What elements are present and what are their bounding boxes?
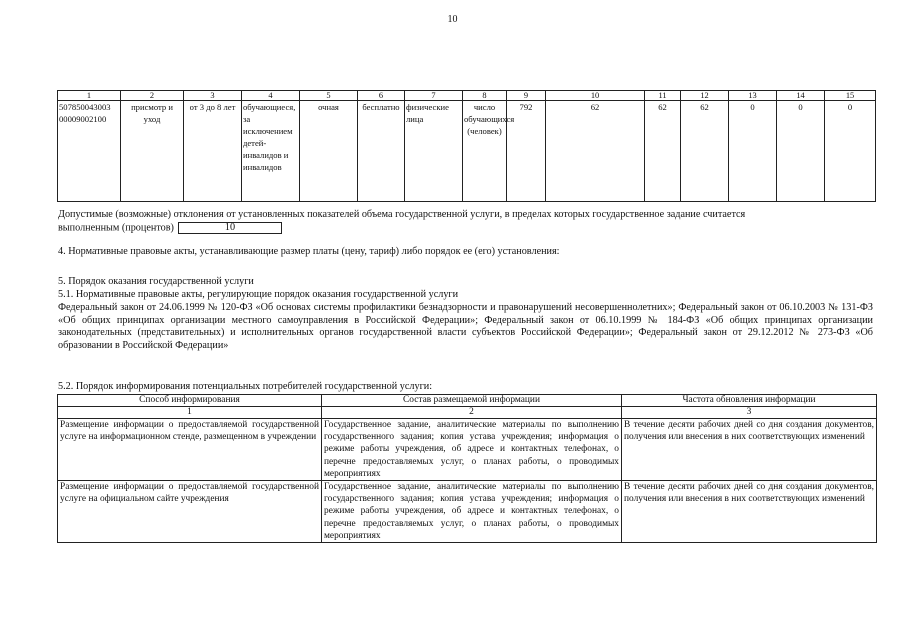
table-row [58, 419, 877, 481]
frequency-cell: В течение десяти рабочих дней со дня создания документов, получения или внесения в них соответствующих изменений [622, 419, 877, 481]
column-number: 9 [507, 91, 546, 101]
unit-code-cell: 792 [507, 101, 546, 202]
payment-cell: бесплатно [358, 101, 405, 202]
form-cell: очная [300, 101, 358, 202]
section-5-1-title: 5.1. Нормативные правовые акты, регулирующие порядок оказания государственной услуги [58, 289, 459, 300]
content-cell: Государственное задание, аналитические материалы по выполнению государственного задания; копия устава учреждения; информация о режиме работы учреждения, об адресе и контактных телефонах, о перечне предоставляемых услуг, о планах работы, о проводимых мероприятиях [322, 481, 622, 543]
column-header: Способ информирования [58, 395, 322, 407]
value-cell: 0 [729, 101, 777, 202]
deviation-value-box: 10 [178, 222, 282, 234]
content-cell: Государственное задание, аналитические материалы по выполнению государственного задания; копия устава учреждения; информация о режиме работы учреждения, об адресе и контактных телефонах, о перечне предоставляемых услуг, о планах работы, о проводимых мероприятиях [322, 419, 622, 481]
table-number-row [58, 407, 877, 419]
consumer-category-cell: обучающиеся, за исключением детей-инвалидов и инвалидов [242, 101, 300, 202]
column-number: 10 [546, 91, 645, 101]
column-number: 6 [358, 91, 405, 101]
column-number: 3 [622, 407, 877, 419]
indicator-cell: число обучающихся (человек) [463, 101, 507, 202]
column-number: 2 [322, 407, 622, 419]
column-number: 8 [463, 91, 507, 101]
column-number: 7 [405, 91, 463, 101]
table-row [58, 101, 876, 202]
column-number: 1 [58, 91, 121, 101]
registry-number-cell: 507850043003 00009002100 [58, 101, 121, 202]
column-number: 1 [58, 407, 322, 419]
column-number: 2 [121, 91, 184, 101]
section-5-1-text: Федеральный закон от 24.06.1999 № 120-ФЗ «Об основах системы профилактики безнадзорности и правонарушений несовершеннолетних»; Федеральный закон от 06.10.2003 № 131-ФЗ «Об общих принципах организации местного самоуправления в Российской Федерации»; Федеральный закон от 06.10.1999 № 184-ФЗ «Об общих принципах организации законодательных (представительных) и исполнительных органов государственной власти субъектов Российской Федерации»; Федеральный закон от 29.12.2012 № 273-ФЗ «Об образовании в Российской Федерации» [58, 302, 873, 351]
deviation-paragraph [58, 209, 798, 234]
section-4-text: 4. Нормативные правовые акты, устанавливающие размер платы (цену, тариф) либо порядок ее (его) установления: [58, 246, 560, 257]
value-cell: 62 [546, 101, 645, 202]
consumers-cell: физические лица [405, 101, 463, 202]
age-category-cell: от 3 до 8 лет [184, 101, 242, 202]
section-5-2-title: 5.2. Порядок информирования потенциальных потребителей государственной услуги: [58, 381, 433, 392]
information-table [57, 394, 877, 543]
table-header-row [58, 91, 876, 101]
column-number: 14 [777, 91, 825, 101]
frequency-cell: В течение десяти рабочих дней со дня создания документов, получения или внесения в них соответствующих изменений [622, 481, 877, 543]
column-header: Состав размещаемой информации [322, 395, 622, 407]
deviation-text: Допустимые (возможные) отклонения от установленных показателей объема государственной услуги, в пределах которых государственное задание считается выполненным (процентов) [58, 209, 746, 233]
section-5-title: 5. Порядок оказания государственной услуги [58, 276, 254, 287]
column-number: 13 [729, 91, 777, 101]
value-cell: 0 [825, 101, 876, 202]
value-cell: 62 [681, 101, 729, 202]
table-header-row [58, 395, 877, 407]
column-number: 4 [242, 91, 300, 101]
column-number: 12 [681, 91, 729, 101]
column-number: 11 [645, 91, 681, 101]
service-content-cell: присмотр и уход [121, 101, 184, 202]
value-cell: 62 [645, 101, 681, 202]
service-volume-table [57, 90, 876, 202]
method-cell: Размещение информации о предоставляемой государственной услуге на информационном стенде, размещенном в учреждении [58, 419, 322, 481]
column-header: Частота обновления информации [622, 395, 877, 407]
method-cell: Размещение информации о предоставляемой государственной услуге на официальном сайте учреждения [58, 481, 322, 543]
page-number: 10 [447, 14, 458, 25]
table-row [58, 481, 877, 543]
column-number: 5 [300, 91, 358, 101]
column-number: 3 [184, 91, 242, 101]
value-cell: 0 [777, 101, 825, 202]
column-number: 15 [825, 91, 876, 101]
